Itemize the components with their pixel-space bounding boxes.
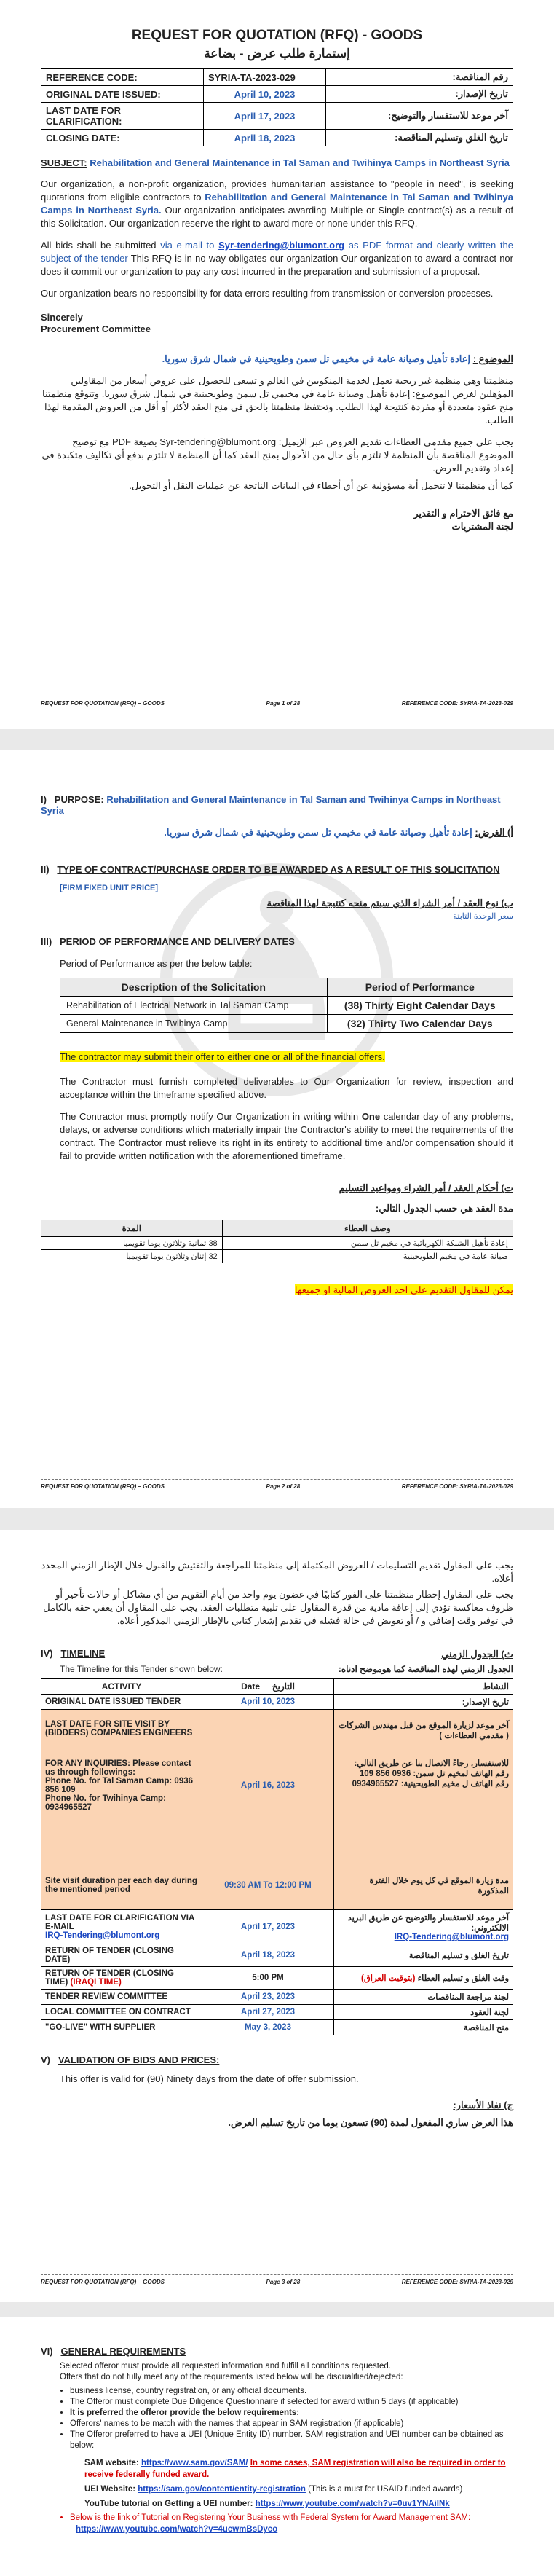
text-highlight: Rehabilitation and General Maintenance in Tal Saman and Twihinya Camps in Northeast Syria. [41, 192, 513, 216]
column-header: Description of the Solicitation [60, 978, 328, 997]
requirements-list [70, 2386, 513, 2451]
info-table [41, 68, 513, 146]
text: Date [241, 1681, 261, 1692]
section-number: I) [41, 794, 47, 805]
contract-type-section [41, 864, 513, 875]
arabic-timeline-title: ث) الجدول الزمني [441, 1649, 513, 1660]
document-title: REQUEST FOR QUOTATION (RFQ) - GOODS [131, 28, 423, 43]
purpose-section [41, 794, 513, 816]
signature-line: Sincerely [41, 312, 83, 323]
arabic-paragraph: يجب على المقاول إخطار منظمتنا على الفور كتابيًا في غضون يوم واحد من أيام التقويم من أي مشاكل أو حالات تأخير أو ظروف معاكسة تؤدي إلى إعاقة مادية من قدرة المقاول على تلبية متطلبات العقد. يجب على المقاول أن يعفي حقه بالكامل في توفير وقت إضافي و / أو تعويض في حالة فشله في تقديم إشعار كتابي بالإطار الزمني المذكور أعلاه. [43, 1589, 513, 1626]
table-cell: April 16, 2023 [202, 1710, 334, 1861]
table-cell: تاريخ الغلق و تسليم المناقصة [334, 1944, 513, 1967]
text: LAST DATE FOR SITE VISIT BY (BIDDERS) COMPANIES ENGINEERS [45, 1720, 193, 1737]
text: LAST DATE FOR CLARIFICATION VIA E-MAIL [45, 1914, 194, 1931]
table-row [41, 1250, 513, 1263]
submission-paragraph [41, 239, 513, 278]
text: آخر موعد للاستفسار والتوضيح عن طريق البريد الالكتروني: [347, 1914, 509, 1933]
table-cell: لجنة مراجعة المناقصات [334, 1990, 513, 2005]
text: أ) الغرض: [475, 827, 513, 838]
table-cell: (38) Thirty Eight Calendar Days [327, 997, 513, 1015]
arabic-subject [41, 353, 513, 366]
signature-line: Procurement Committee [41, 323, 151, 334]
text: الجدول الزمني لهذه المناقصة كما هوموضح ادناه: [338, 1664, 513, 1674]
text: Offers that do not fully meet any of the requirements listed below will be disqualified/rejected: [60, 2373, 403, 2381]
section-title: TIMELINE [60, 1648, 106, 1659]
text: رقم الهاتف لمخيم تل سمن: 0936 856 109 [359, 1770, 509, 1778]
info-value: April 17, 2023 [204, 103, 326, 130]
arabic-contract-type: ب) نوع العقد / أمر الشراء الذي سيتم منحه كنتيجة لهذا المناقصة [266, 898, 513, 908]
section-number: VI) [41, 2346, 53, 2357]
text: FOR ANY INQUIRIES: Please contact us through followings: [45, 1759, 191, 1777]
email-link[interactable]: IRQ-Tendering@blumont.org [394, 1933, 509, 1941]
arabic-signature [41, 507, 513, 533]
page-footer [41, 696, 513, 707]
table-row [41, 2020, 513, 2035]
footer-ref: REFERENCE CODE: SYRIA-TA-2023-029 [401, 700, 513, 707]
footer-left: REQUEST FOR QUOTATION (RFQ) – GOODS [41, 2279, 165, 2285]
tutorial-list [70, 2513, 513, 2524]
footer-ref: REFERENCE CODE: SYRIA-TA-2023-029 [401, 1483, 513, 1490]
text: Selected offeror must provide all requested information and fulfill all conditions requested. [60, 2362, 391, 2371]
page-1 [0, 0, 554, 729]
list-item: • business license, country registration, or any official documents. [70, 2386, 513, 2397]
table-cell: 5:00 PM [202, 1967, 334, 1990]
text: UEI Website: [84, 2485, 136, 2494]
arabic-paragraph: يجب على جميع مقدمي العطاءات تقديم العروض عبر الإيميل: Syr-tendering@blumont.org بصيغة PDF مع توضيح الموضوع المناقصة بأن المنظمة لا تلتزم بأي حال من الأحوال بمنح العقد كما أن المنظمة لا تلتزم بدفع أي تكاليف متكبدة في إعداد وتقديم العرض. [41, 436, 513, 474]
highlight-note [60, 1051, 513, 1064]
text: In some cases, SAM registration will also be required in order to receive federally funded award. [84, 2459, 506, 2479]
text: وقت الغلق و تسليم العطاء [417, 1974, 509, 1983]
arabic-paragraph: منظمتنا وهي منظمة غير ربحية تعمل لخدمة المنكوبين في العالم و تسعى للحصول على عروض أسعار من المقاولين المؤهلين لغرض الموضوع: إعادة تأهيل وصيانة عامة في مخيمي تل سمن وطويحينية في شمال شرق سوريا. وتتوقع منظمتنا منح عقود متعددة أو مفردة كنتيجة لهذا الطلب. وتحتفظ منظمتنا بالحق في منح العقد لأكثر أو أقل من العروض المقدمة لهذا الطلب. [42, 375, 513, 425]
list-item: • It is preferred the offeror provide the below requirements: [70, 2408, 513, 2419]
table-row [41, 1861, 513, 1910]
info-label: CLOSING DATE: [41, 130, 204, 146]
table-cell [334, 1710, 513, 1861]
page-footer [41, 2274, 513, 2285]
text: This RFQ is in no way obligates our organization Our organization to award a contract nor does it commit our organization to pay any cost incurred in the preparation and submission of a proposal. [41, 253, 513, 277]
table-cell [41, 1910, 202, 1944]
text: (This is a must for USAID funded awards) [308, 2485, 463, 2494]
contract-type-value: [FIRM FIXED UNIT PRICE] [60, 884, 159, 892]
footer-page: Page 1 of 28 [266, 700, 301, 707]
info-label-ar: آخر موعد للاستفسار والتوضيح: [326, 103, 513, 130]
table-cell: April 18, 2023 [202, 1944, 334, 1967]
table-cell: RETURN OF TENDER (CLOSING DATE) [41, 1944, 202, 1967]
section-title: VALIDATION OF BIDS AND PRICES: [58, 2054, 220, 2065]
table-row [41, 2005, 513, 2020]
column-header [202, 1679, 334, 1695]
intro-paragraph [41, 178, 513, 230]
arabic-paragraph: كما أن منظمتنا لا تتحمل أية مسؤولية عن أي أخطاء في البيانات الناتجة عن عمليات النقل أو التحويل. [129, 480, 513, 491]
period-intro: Period of Performance as per the below table: [60, 958, 253, 969]
table-header [41, 1220, 513, 1237]
column-header: Period of Performance [327, 978, 513, 997]
sam-link[interactable]: https://www.sam.gov/SAM/ [141, 2459, 248, 2467]
text: One [361, 1111, 381, 1122]
requirements-intro [60, 2361, 513, 2383]
arabic-paragraph: يجب على المقاول تقديم التسليمات / العروض المكتملة إلى منظمتنا للمراجعة والتفتيش والقبول خلال الإطار الزمني المحدد أعلاه. [41, 1560, 513, 1584]
page-footer [41, 1479, 513, 1490]
section-title: TYPE OF CONTRACT/PURCHASE ORDER TO BE AWARDED AS A RESULT OF THIS SOLICITATION [57, 864, 500, 875]
table-cell: لجنة العقود [334, 2005, 513, 2020]
document-title-arabic: إستمارة طلب عرض - بضاعة [204, 47, 350, 60]
text: All bids shall be submitted [41, 240, 157, 251]
table-header [41, 1679, 513, 1695]
footer-ref: REFERENCE CODE: SYRIA-TA-2023-029 [401, 2279, 513, 2285]
subject-line [41, 157, 513, 169]
email-link[interactable]: IRQ-Tendering@blumont.org [45, 1931, 160, 1940]
signature-block [41, 312, 513, 335]
table-cell [41, 1710, 202, 1861]
table-cell [334, 1967, 513, 1990]
table-row [41, 1237, 513, 1250]
section-number: II) [41, 864, 50, 875]
arabic-performance-table [41, 1220, 513, 1263]
text: لجنة المشتريات [451, 521, 513, 532]
table-row [41, 1990, 513, 2005]
footer-left: REQUEST FOR QUOTATION (RFQ) – GOODS [41, 700, 165, 707]
info-row [41, 86, 513, 103]
table-cell: Site visit duration per each day during the mentioned period [41, 1861, 202, 1910]
arabic-validation-text: هذا العرض ساري المفعول لمدة (90) تسعون يوما من تاريخ تسليم العرض. [228, 2117, 513, 2128]
section-label: PURPOSE: [54, 794, 104, 805]
text: SAM website: [84, 2459, 139, 2467]
text: The Contractor must promptly notify Our Organization in writing within [60, 1111, 359, 1122]
uei-line [84, 2483, 513, 2495]
sam-line [84, 2457, 513, 2481]
highlighted-text: يمكن للمقاول التقديم على احد العروض المالية او جميعها [294, 1284, 513, 1295]
text: Phone No. for Twihinya Camp: 0934965527 [45, 1794, 166, 1812]
text: مع فائق الاحترام و التقدير [413, 508, 513, 519]
table-header [60, 978, 513, 997]
table-row [41, 1967, 513, 1990]
table-row [41, 1695, 513, 1710]
youtube-link[interactable]: https://www.youtube.com/watch?v=0uv1YNAiINk [255, 2500, 450, 2508]
text: رقم الهاتف ل مخيم الطويحينية: 0934965527 [352, 1780, 509, 1788]
sam-info [84, 2457, 513, 2510]
validation-section [41, 2054, 513, 2065]
performance-table [60, 978, 513, 1033]
table-cell: صيانة عامة في مخيم الطويحينية [222, 1250, 513, 1263]
info-row [41, 69, 513, 86]
table-cell: April 17, 2023 [202, 1910, 334, 1944]
text: آخر موعد لزيارة الموقع من قبل مهندس الشركات ( مقدمي العطاءات ) [339, 1721, 509, 1740]
table-cell: 32 إثنان وثلاثون يوما تقويميا [41, 1250, 223, 1263]
validation-text: This offer is valid for (90) Ninety days from the date of offer submission. [60, 2073, 359, 2084]
text: للاستفسار، رجاءً الاتصال بنا عن طريق التالي: [354, 1759, 509, 1768]
text: as PDF format and clearly written the subject of the tender [41, 240, 513, 264]
table-cell [334, 1910, 513, 1944]
info-label-ar: تاريخ الغلق وتسليم المناقصة: [326, 130, 513, 146]
arabic-contract-value: سعر الوحدة الثابتة [453, 912, 513, 921]
info-value: April 18, 2023 [204, 130, 326, 146]
table-cell: LOCAL COMMITTEE ON CONTRACT [41, 2005, 202, 2020]
info-row [41, 103, 513, 130]
arabic-period-intro: مدة العقد هي حسب الجدول التالي: [375, 1203, 513, 1214]
arabic-highlight [41, 1284, 513, 1297]
text: Our organization, a non-profit organization, provides humanitarian assistance to "people in need", is seeking quotations from eligible contractors to [41, 178, 513, 203]
table-cell: تاريخ الإصدار: [334, 1695, 513, 1710]
table-cell [41, 1967, 202, 1990]
info-label: REFERENCE CODE: [41, 69, 204, 86]
list-item: • The Offeror preferred to have a UEI (Unique Entity ID) number. SAM registration and UEI number can be obtained as below: [70, 2430, 513, 2451]
period-section [41, 936, 513, 947]
text: (بتوقيت العراق) [361, 1974, 416, 1983]
text: The Timeline for this Tender shown below: [60, 1664, 223, 1674]
text: Phone No. for Tal Saman Camp: 0936 856 109 [45, 1777, 194, 1794]
requirements-section [41, 2346, 513, 2357]
table-row [41, 1910, 513, 1944]
column-header: النشاط [334, 1679, 513, 1695]
section-number: III) [41, 936, 52, 947]
list-item: • The Offeror must complete Due Diligence Questionnaire if selected for award within 5 days (if applicable) [70, 2397, 513, 2408]
page-4 [0, 2317, 554, 2576]
arabic-purpose [41, 826, 513, 839]
text: Our organization anticipates awarding Multiple or Single contract(s) as a result of this Solicitation. Our organization reserve the right to award more or none under this RFQ. [41, 205, 513, 229]
table-row [60, 1015, 513, 1033]
column-header: المدة [41, 1220, 223, 1237]
arabic-validation-title: ج) نفاذ الأسعار: [453, 2100, 513, 2110]
subject-label: SUBJECT: [41, 157, 87, 168]
footer-page: Page 2 of 28 [266, 1483, 301, 1490]
responsibility-paragraph: Our organization bears no responsibility for data errors resulting from transmission or conversion processes. [41, 288, 494, 299]
arabic-period-title: ت) أحكام العقد / أمر الشراء ومواعيد التسليم [339, 1182, 513, 1193]
info-label: ORIGINAL DATE ISSUED: [41, 86, 204, 103]
table-cell: General Maintenance in Twihinya Camp [60, 1015, 328, 1033]
timeline-section [41, 1648, 105, 1661]
table-row [41, 1944, 513, 1967]
table-row [41, 1710, 513, 1861]
info-value: April 10, 2023 [204, 86, 326, 103]
text: إعادة تأهيل وصيانة عامة في مخيمي تل سمن وطويحينية في شمال شرق سوريا. [162, 353, 471, 364]
info-label-ar: رقم المناقصة: [326, 69, 513, 86]
table-cell: TENDER REVIEW COMMITTEE [41, 1990, 202, 2005]
section-number: IV) [41, 1648, 53, 1659]
table-row [60, 997, 513, 1015]
table-cell: ORIGINAL DATE ISSUED TENDER [41, 1695, 202, 1710]
footer-left: REQUEST FOR QUOTATION (RFQ) – GOODS [41, 1483, 165, 1490]
section-title: PERIOD OF PERFORMANCE AND DELIVERY DATES [60, 936, 295, 947]
page-3 [0, 1530, 554, 2302]
text: إعادة تأهيل وصيانة عامة في مخيمي تل سمن وطويحينية في شمال شرق سوريا. [164, 827, 472, 838]
list-item: • Below is the link of Tutorial on Registering Your Business with Federal System for Award Management SAM: [70, 2513, 513, 2524]
timeline-table [41, 1678, 513, 2035]
subject-text: Rehabilitation and General Maintenance in Tal Saman and Twihinya Camps in Northeast Syria [90, 157, 510, 168]
table-cell: April 10, 2023 [202, 1695, 334, 1710]
column-header: وصف العطاء [222, 1220, 513, 1237]
youtube-line [84, 2498, 513, 2510]
notification-paragraph [60, 1110, 513, 1163]
deliverables-paragraph: The Contractor must furnish completed deliverables to Our Organization for review, inspection and acceptance within the timeframe specified above. [60, 1076, 513, 1100]
table-cell: May 3, 2023 [202, 2020, 334, 2035]
timeline-header [41, 1648, 513, 1661]
table-cell: April 27, 2023 [202, 2005, 334, 2020]
column-header: ACTIVITY [41, 1679, 202, 1695]
text: RETURN OF TENDER (CLOSING TIME) [45, 1969, 174, 1987]
text: التاريخ [272, 1681, 295, 1692]
text: YouTube tutorial on Getting a UEI number: [84, 2500, 253, 2508]
info-label-ar: تاريخ الإصدار: [326, 86, 513, 103]
section-title: GENERAL REQUIREMENTS [60, 2346, 186, 2357]
section-number: V) [41, 2054, 50, 2065]
table-cell: Rehabilitation of Electrical Network in Tal Saman Camp [60, 997, 328, 1015]
timeline-intro [41, 1664, 513, 1674]
table-cell: 38 ثمانية وثلاثون يوما تقويميا [41, 1237, 223, 1250]
info-row [41, 130, 513, 146]
tutorial-link[interactable]: https://www.youtube.com/watch?v=4ucwmBsDyco [76, 2525, 278, 2534]
info-value: SYRIA-TA-2023-029 [204, 69, 326, 86]
text: الموضوع : [472, 353, 513, 364]
table-cell: (32) Thirty Two Calendar Days [327, 1015, 513, 1033]
table-cell: مدة زيارة الموقع في كل يوم خلال الفترة المذكورة [334, 1861, 513, 1910]
table-cell: 09:30 AM To 12:00 PM [202, 1861, 334, 1910]
info-label: LAST DATE FOR CLARIFICATION: [41, 103, 204, 130]
text: calendar day of any problems, delays, or adverse conditions which materially impair the Contractor's ability to meet the requirements of the contract. The Contractor must relieve its right in its entirety to additional time and/or compensation should it fail to provide written notification with the aforementioned timeframe. [60, 1111, 513, 1161]
text: (IRAQI TIME) [70, 1978, 122, 1987]
table-cell: إعادة تأهيل الشبكة الكهربائية في مخيم تل سمن [222, 1237, 513, 1250]
table-cell: April 23, 2023 [202, 1990, 334, 2005]
footer-page: Page 3 of 28 [266, 2279, 301, 2285]
table-cell: "GO-LIVE" WITH SUPPLIER [41, 2020, 202, 2035]
text: via e-mail to [160, 240, 215, 251]
list-item: • Offerors' names to be match with the names that appear in SAM registration (if applicable) [70, 2419, 513, 2430]
table-cell: منح المناقصة [334, 2020, 513, 2035]
section-text: Rehabilitation and General Maintenance in Tal Saman and Twihinya Camps in Northeast Syria [41, 794, 501, 816]
uei-link[interactable]: https://sam.gov/content/entity-registration [138, 2485, 306, 2494]
highlighted-text: The contractor may submit their offer to either one or all of the financial offers. [60, 1051, 385, 1062]
page-2 [0, 750, 554, 1508]
email-link[interactable]: Syr-tendering@blumont.org [218, 240, 345, 251]
